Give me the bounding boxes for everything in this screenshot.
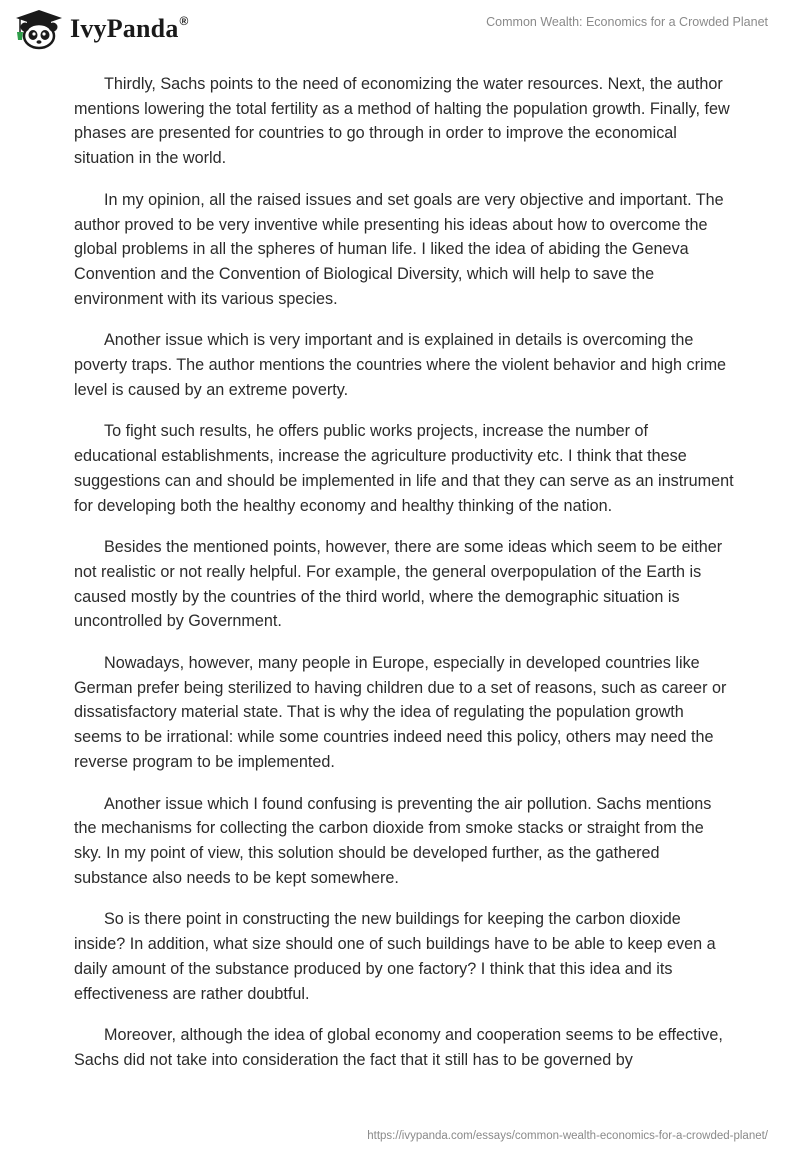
- paragraph: Besides the mentioned points, however, there are some ideas which seem to be either not realistic or not really helpful. For example, the general overpopulation of the Earth is caused mostly by the countries of the third world, where the demographic situation is uncontrolled by Government.: [74, 538, 723, 631]
- essay-body: [74, 72, 734, 1090]
- registered-mark: ®: [179, 14, 189, 28]
- ivypanda-logo[interactable]: [14, 8, 189, 50]
- panda-graduate-icon: [14, 8, 64, 50]
- paragraph: Another issue which I found confusing is preventing the air pollution. Sachs mentions the mechanisms for collecting the carbon dioxide from smoke stacks or straight from the sky. In my point of view, this solution should be developed further, as the gathered substance also needs to be kept somewhere.: [74, 794, 712, 887]
- paragraph: Moreover, although the idea of global economy and cooperation seems to be effective, Sachs did not take into consideration the fact that it still has to be governed by: [74, 1026, 723, 1069]
- document-title: Common Wealth: Economics for a Crowded Planet: [486, 15, 768, 29]
- paragraph: Another issue which is very important and is explained in details is overcoming the poverty traps. The author mentions the countries where the violent behavior and high crime level is caused by an extreme poverty.: [74, 331, 727, 399]
- paragraph: To fight such results, he offers public works projects, increase the number of educational establishments, increase the agriculture productivity etc. I think that these suggestions can and should be implemented in life and that they can serve as an instrument for developing both the healthy economy and healthy thinking of the nation.: [74, 422, 734, 515]
- paragraph: Nowadays, however, many people in Europe, especially in developed countries like German prefer being sterilized to having children due to a set of reasons, such as career or dissatisfactory material state. That is why the idea of regulating the population growth seems to be irrational: while some countries indeed need this policy, others may need the reverse program to be implemented.: [74, 654, 727, 771]
- paragraph: Thirdly, Sachs points to the need of economizing the water resources. Next, the author mentions lowering the total fertility as a method of halting the population growth. Finally, few phases are presented for countries to go through in order to improve the economical situation in the world.: [74, 75, 730, 168]
- source-url[interactable]: https://ivypanda.com/essays/common-wealth-economics-for-a-crowded-planet/: [367, 1130, 768, 1142]
- brand-name: IvyPanda®: [70, 14, 189, 43]
- paragraph: In my opinion, all the raised issues and set goals are very objective and important. The author proved to be very inventive while presenting his ideas about how to overcome the global problems in all the spheres of human life. I liked the idea of abiding the Geneva Convention and the Convention of Biological Diversity, which will help to save the environment with its various species.: [74, 190, 724, 308]
- paragraph: So is there point in constructing the new buildings for keeping the carbon dioxide inside? In addition, what size should one of such buildings have to be able to keep even a daily amount of the substance produced by one factory? I think that this idea and its effectiveness are rather doubtful.: [74, 910, 716, 1003]
